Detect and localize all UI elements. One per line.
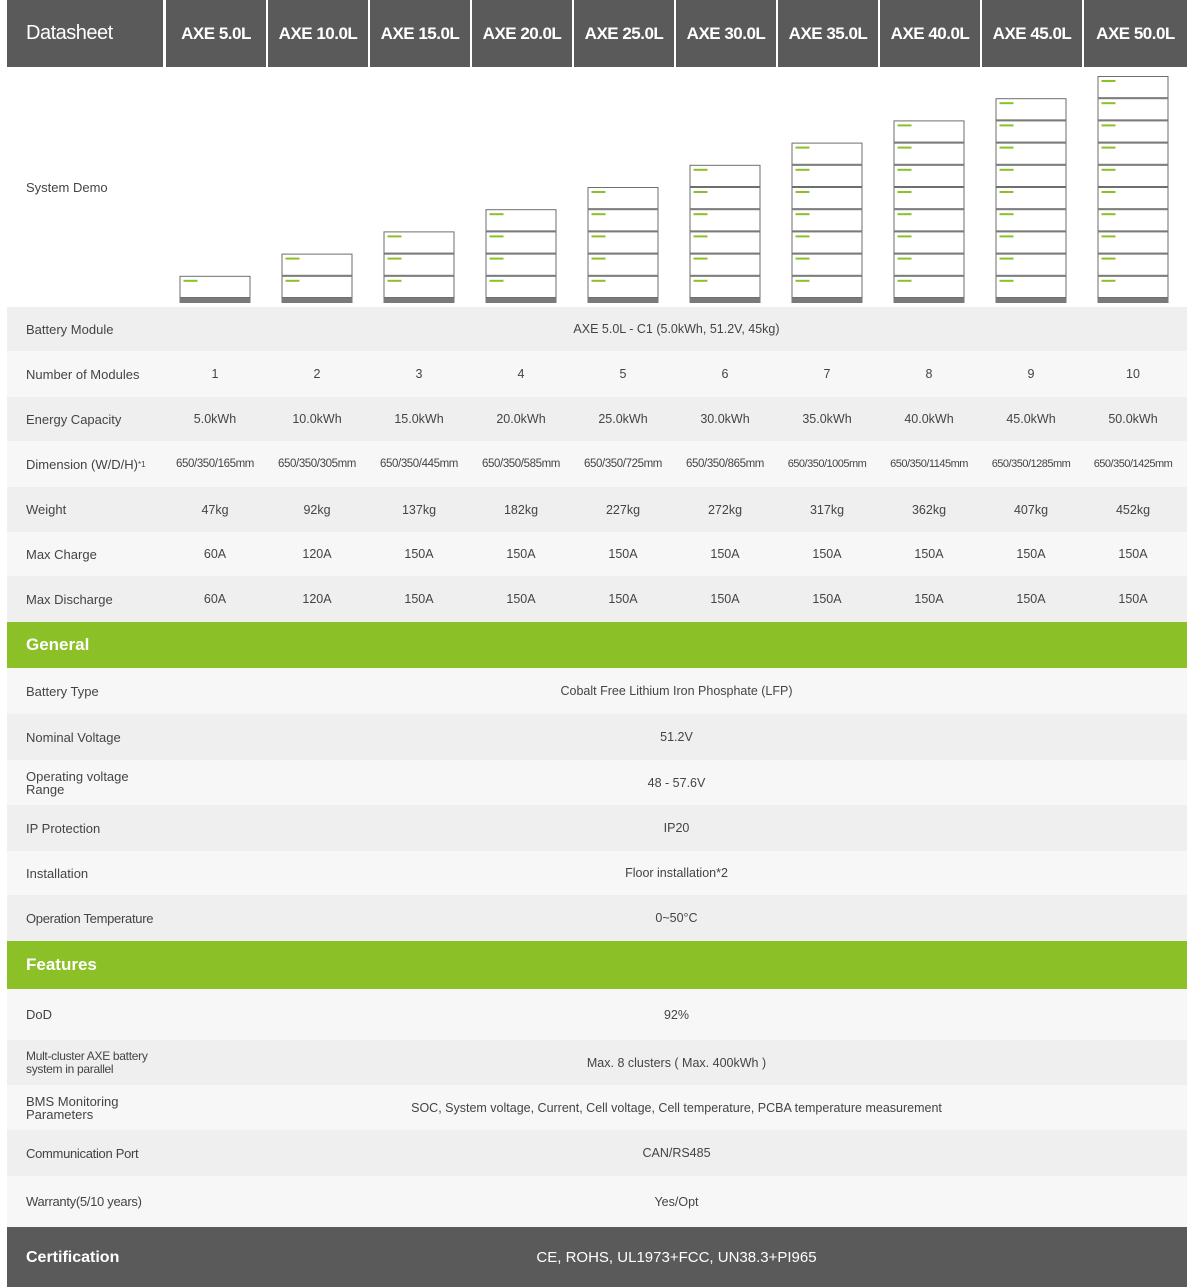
brand-logo-mark: [1000, 213, 1014, 215]
brand-logo-mark: [796, 147, 810, 149]
spec-cell: 227kg: [605, 502, 641, 517]
battery-stack-6: [690, 165, 761, 303]
brand-logo-mark: [1102, 124, 1116, 126]
spec-cell: 150A: [914, 547, 944, 561]
brand-logo-mark: [694, 235, 708, 237]
spec-row-modules: [7, 351, 1187, 397]
battery-module-block: [690, 188, 760, 209]
spec-cell: 45.0kWh: [1006, 412, 1056, 426]
stack-base: [894, 298, 965, 303]
general-label: Operation Temperature: [26, 910, 154, 926]
battery-module-block: [996, 99, 1066, 120]
general-row: [7, 895, 1187, 941]
spec-cell: 1: [211, 367, 219, 381]
brand-logo-mark: [796, 235, 810, 237]
spec-values: [163, 487, 1187, 532]
spec-cell: 150A: [1016, 592, 1046, 606]
stack-base: [486, 298, 557, 303]
battery-stack-4: [486, 210, 557, 303]
battery-module-row: [7, 307, 1187, 351]
spec-label: Max Charge: [26, 546, 97, 562]
brand-logo-mark: [1000, 235, 1014, 237]
brand-logo-mark: [1102, 191, 1116, 193]
spec-cell: 150A: [608, 547, 638, 561]
battery-module-block: [588, 188, 658, 209]
spec-cell: 9: [1027, 367, 1035, 381]
brand-logo-mark: [1102, 80, 1116, 82]
battery-stack-3: [384, 232, 455, 303]
spec-cell: 650/350/1285mm: [991, 458, 1071, 470]
spec-cell: 272kg: [707, 502, 743, 517]
battery-module-block: [792, 276, 862, 297]
spec-cell: 650/350/1145mm: [890, 458, 968, 470]
battery-module-value: AXE 5.0L - C1 (5.0kWh, 51.2V, 45kg): [573, 322, 780, 336]
spec-cell: 650/350/865mm: [686, 458, 764, 470]
battery-module-block: [1098, 254, 1168, 275]
features-row: [7, 1130, 1187, 1176]
battery-module-block: [996, 143, 1066, 164]
features-row: [7, 989, 1187, 1040]
general-value: 0~50°C: [655, 911, 698, 925]
model-header: AXE 10.0L: [268, 0, 368, 67]
features-value: Yes/Opt: [654, 1194, 699, 1209]
spec-cell: 150A: [1118, 592, 1148, 606]
spec-values: [163, 397, 1187, 441]
brand-logo-mark: [490, 235, 504, 237]
battery-module-block: [1098, 99, 1168, 120]
brand-logo-mark: [1000, 280, 1014, 282]
battery-stack-1: [180, 276, 251, 303]
spec-label: Max Discharge: [26, 591, 113, 607]
battery-module-block: [588, 276, 658, 297]
general-row: [7, 760, 1187, 805]
battery-module-block: [894, 232, 964, 253]
battery-module-block: [996, 165, 1066, 186]
system-demo-label: System Demo: [7, 67, 163, 307]
general-row: [7, 805, 1187, 851]
features-row: [7, 1085, 1187, 1130]
spec-cell: 50.0kWh: [1108, 412, 1158, 426]
brand-logo-mark: [694, 280, 708, 282]
battery-module-block: [792, 188, 862, 209]
battery-module-block: [1098, 77, 1168, 98]
spec-cell: 60A: [203, 592, 227, 606]
battery-stack-7: [792, 143, 863, 303]
system-demo-illustration: [163, 67, 1187, 307]
general-row: [7, 851, 1187, 895]
spec-cell: 6: [721, 367, 729, 381]
spec-cell: 150A: [710, 547, 740, 561]
stack-base: [384, 298, 455, 303]
brand-logo-mark: [1102, 169, 1116, 171]
model-header: AXE 15.0L: [370, 0, 470, 67]
battery-module-block: [282, 254, 352, 275]
brand-logo-mark: [694, 169, 708, 171]
certification-row: [7, 1227, 1187, 1287]
spec-cell: 650/350/305mm: [278, 458, 356, 470]
brand-logo-mark: [388, 235, 402, 237]
spec-cell: 30.0kWh: [700, 412, 750, 426]
brand-logo-mark: [1000, 124, 1014, 126]
spec-cell: 47kg: [201, 502, 229, 517]
spec-label: Weight: [26, 502, 67, 517]
spec-cell: 650/350/725mm: [584, 458, 662, 470]
brand-logo-mark: [490, 280, 504, 282]
spec-label: Number of Modules: [26, 366, 140, 382]
battery-module-block: [894, 276, 964, 297]
battery-module-block: [1098, 165, 1168, 186]
battery-module-block: [1098, 276, 1168, 297]
brand-logo-mark: [796, 191, 810, 193]
features-label: BMS Monitoring Parameters: [26, 1093, 119, 1122]
battery-module-block: [996, 232, 1066, 253]
brand-logo-mark: [1000, 147, 1014, 149]
features-label: Communication Port: [26, 1145, 139, 1161]
battery-module-block: [588, 254, 658, 275]
spec-cell: 137kg: [401, 502, 437, 517]
battery-module-block: [996, 188, 1066, 209]
spec-cell: 10: [1126, 367, 1140, 381]
brand-logo-mark: [286, 258, 300, 260]
battery-module-block: [384, 232, 454, 253]
brand-logo-mark: [694, 258, 708, 260]
features-label: Mult-cluster AXE battery system in parallel: [26, 1048, 148, 1076]
brand-logo-mark: [1000, 258, 1014, 260]
features-label: Warranty(5/10 years): [26, 1194, 142, 1209]
features-row: [7, 1176, 1187, 1227]
brand-logo-mark: [898, 147, 912, 149]
brand-logo-mark: [796, 280, 810, 282]
spec-cell: 120A: [302, 547, 332, 561]
features-value: Max. 8 clusters ( Max. 400kWh ): [586, 1055, 767, 1070]
brand-logo-mark: [490, 258, 504, 260]
brand-logo-mark: [796, 169, 810, 171]
model-header: AXE 40.0L: [880, 0, 980, 67]
spec-cell: 650/350/445mm: [380, 458, 458, 470]
spec-cell: 60A: [203, 547, 227, 561]
battery-module-block: [588, 210, 658, 231]
battery-module-block: [690, 210, 760, 231]
spec-cell: 317kg: [809, 502, 845, 517]
brand-logo-mark: [592, 280, 606, 282]
spec-cell: 5.0kWh: [193, 412, 237, 426]
battery-module-block: [792, 232, 862, 253]
spec-cell: 650/350/165mm: [176, 458, 254, 470]
spec-cell: 362kg: [911, 502, 947, 517]
model-header: AXE 45.0L: [982, 0, 1082, 67]
general-label: Nominal Voltage: [26, 729, 121, 745]
battery-module-block: [588, 232, 658, 253]
brand-logo-mark: [898, 280, 912, 282]
brand-logo-mark: [1102, 147, 1116, 149]
spec-row-weight: [7, 487, 1187, 532]
spec-cell: 25.0kWh: [598, 412, 648, 426]
spec-cell: 150A: [812, 547, 842, 561]
header-row: [7, 0, 1187, 67]
brand-logo-mark: [898, 235, 912, 237]
brand-logo-mark: [898, 258, 912, 260]
brand-logo-mark: [388, 280, 402, 282]
brand-logo-mark: [592, 258, 606, 260]
spec-cell: 150A: [710, 592, 740, 606]
battery-module-block: [690, 232, 760, 253]
brand-logo-mark: [592, 191, 606, 193]
spec-cell: 8: [925, 367, 933, 381]
spec-cell: 150A: [404, 592, 434, 606]
brand-logo-mark: [184, 280, 198, 282]
brand-logo-mark: [1102, 258, 1116, 260]
features-row: [7, 1040, 1187, 1085]
stack-base: [1098, 298, 1169, 303]
battery-module-block: [180, 276, 250, 297]
brand-logo-mark: [1102, 280, 1116, 282]
battery-module-block: [792, 254, 862, 275]
spec-cell: 182kg: [503, 502, 539, 517]
battery-module-block: [1098, 143, 1168, 164]
model-header: AXE 50.0L: [1084, 0, 1187, 67]
spec-cell: 3: [415, 367, 423, 381]
features-value: 92%: [663, 1007, 690, 1022]
general-value: Cobalt Free Lithium Iron Phosphate (LFP): [560, 684, 793, 698]
spec-cell: 4: [517, 367, 525, 381]
spec-values: [163, 576, 1187, 622]
model-header: AXE 5.0L: [166, 0, 266, 67]
spec-cell: 650/350/1425mm: [1093, 458, 1173, 470]
general-row: [7, 668, 1187, 714]
spec-row-dimension: [7, 441, 1187, 487]
general-value: 51.2V: [660, 730, 693, 744]
spec-cell: 150A: [506, 592, 536, 606]
stack-base: [282, 298, 353, 303]
spec-row-max-charge: [7, 532, 1187, 576]
battery-module-block: [894, 121, 964, 142]
certification-label: Certification: [7, 1227, 163, 1287]
model-header: AXE 30.0L: [676, 0, 776, 67]
battery-module-block: [384, 276, 454, 297]
model-header: AXE 20.0L: [472, 0, 572, 67]
general-label: Battery Type: [26, 683, 99, 699]
battery-module-label: Battery Module: [26, 321, 114, 337]
stack-base: [690, 298, 761, 303]
spec-cell: 92kg: [303, 502, 331, 517]
battery-module-block: [486, 210, 556, 231]
spec-cell: 5: [619, 367, 627, 381]
spec-cell: 7: [823, 367, 831, 381]
battery-module-block: [996, 254, 1066, 275]
battery-module-block: [384, 254, 454, 275]
battery-module-block: [1098, 232, 1168, 253]
brand-logo-mark: [898, 191, 912, 193]
battery-module-block: [1098, 121, 1168, 142]
spec-cell: 150A: [1118, 547, 1148, 561]
battery-module-block: [486, 254, 556, 275]
brand-logo-mark: [694, 191, 708, 193]
features-value: CAN/RS485: [642, 1146, 711, 1160]
general-value: IP20: [663, 821, 690, 835]
brand-logo-mark: [1000, 191, 1014, 193]
certification-value: CE, ROHS, UL1973+FCC, UN38.3+PI965: [536, 1248, 817, 1266]
spec-values: [163, 351, 1187, 397]
brand-logo-mark: [592, 213, 606, 215]
features-value: SOC, System voltage, Current, Cell voltage, Cell temperature, PCBA temperature measurement: [411, 1100, 942, 1115]
stack-base: [588, 298, 659, 303]
battery-module-block: [690, 254, 760, 275]
brand-logo-mark: [388, 258, 402, 260]
stack-base: [180, 298, 251, 303]
battery-module-block: [894, 254, 964, 275]
model-header: AXE 25.0L: [574, 0, 674, 67]
battery-module-block: [894, 143, 964, 164]
battery-module-block: [894, 210, 964, 231]
battery-module-block: [792, 210, 862, 231]
spec-cell: 407kg: [1013, 502, 1049, 517]
battery-module-block: [894, 188, 964, 209]
spec-cell: 150A: [404, 547, 434, 561]
spec-cell: 150A: [914, 592, 944, 606]
battery-module-block: [792, 143, 862, 164]
spec-cell: 20.0kWh: [496, 412, 546, 426]
battery-module-block: [486, 276, 556, 297]
spec-cell: 650/350/585mm: [482, 458, 560, 470]
footnote-marker: *1: [137, 459, 146, 469]
dimension-label-text: Dimension (W/D/H): [26, 456, 138, 472]
general-value: Floor installation*2: [625, 866, 728, 880]
stack-base: [792, 298, 863, 303]
datasheet: [7, 0, 1187, 1287]
brand-logo-mark: [490, 213, 504, 215]
spec-cell: 150A: [506, 547, 536, 561]
brand-logo-mark: [1102, 235, 1116, 237]
general-label: IP Protection: [26, 820, 101, 836]
general-label: Installation: [26, 865, 89, 881]
brand-logo-mark: [898, 169, 912, 171]
spec-cell: 10.0kWh: [292, 412, 342, 426]
spec-cell: 650/350/1005mm: [787, 458, 867, 470]
general-row: [7, 714, 1187, 760]
section-features-heading: Features: [7, 941, 1187, 989]
battery-module-block: [690, 276, 760, 297]
spec-label: Energy Capacity: [26, 411, 122, 427]
battery-stack-10: [1098, 77, 1169, 304]
stack-base: [996, 298, 1067, 303]
general-value: 48 - 57.6V: [647, 775, 706, 790]
brand-logo-mark: [694, 213, 708, 215]
spec-cell: 120A: [302, 592, 332, 606]
spec-cell: 150A: [1016, 547, 1046, 561]
spec-cell: 452kg: [1115, 502, 1151, 517]
spec-values: [163, 441, 1187, 487]
spec-cell: 15.0kWh: [394, 412, 444, 426]
spec-row-max-discharge: [7, 576, 1187, 622]
spec-cell: 2: [313, 367, 321, 381]
brand-logo-mark: [796, 258, 810, 260]
brand-logo-mark: [1102, 213, 1116, 215]
battery-module-block: [1098, 210, 1168, 231]
brand-logo-mark: [1000, 169, 1014, 171]
brand-logo-mark: [286, 280, 300, 282]
brand-logo-mark: [592, 235, 606, 237]
general-label: Operating voltage Range: [26, 768, 129, 797]
model-header: AXE 35.0L: [778, 0, 878, 67]
features-label: DoD: [26, 1007, 53, 1022]
brand-logo-mark: [1102, 102, 1116, 104]
battery-module-block: [282, 276, 352, 297]
brand-logo-mark: [796, 213, 810, 215]
spec-values: [163, 532, 1187, 576]
spec-row-energy: [7, 397, 1187, 441]
battery-module-block: [894, 165, 964, 186]
battery-module-block: [996, 276, 1066, 297]
battery-module-block: [792, 165, 862, 186]
battery-stack-9: [996, 99, 1067, 303]
battery-module-block: [1098, 188, 1168, 209]
battery-module-block: [996, 121, 1066, 142]
brand-logo-mark: [1000, 102, 1014, 104]
brand-logo-mark: [898, 213, 912, 215]
brand-logo-mark: [898, 124, 912, 126]
battery-module-block: [690, 165, 760, 186]
spec-label: [7, 441, 163, 487]
section-general-heading: General: [7, 622, 1187, 668]
battery-stack-2: [282, 254, 353, 303]
battery-module-block: [996, 210, 1066, 231]
system-demo-row: [7, 67, 1187, 307]
battery-module-block: [486, 232, 556, 253]
battery-stack-5: [588, 188, 659, 304]
spec-cell: 150A: [812, 592, 842, 606]
spec-cell: 150A: [608, 592, 638, 606]
spec-cell: 35.0kWh: [802, 412, 852, 426]
battery-stack-8: [894, 121, 965, 303]
datasheet-title: Datasheet: [7, 0, 163, 67]
spec-cell: 40.0kWh: [904, 412, 954, 426]
